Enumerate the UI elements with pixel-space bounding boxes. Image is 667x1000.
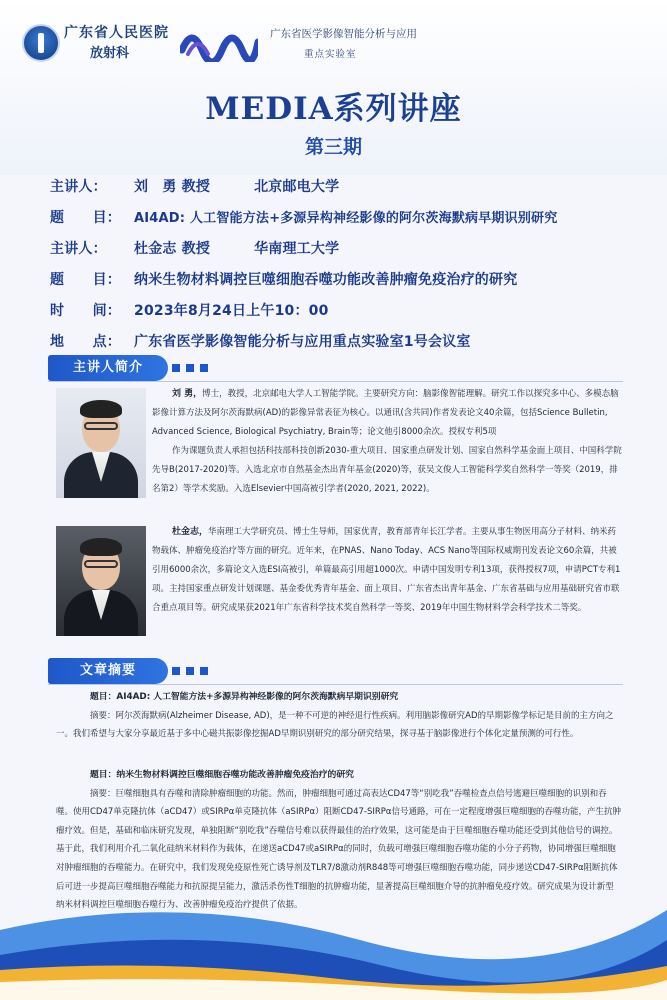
- info-row-time: [50, 296, 650, 327]
- info-label: 主讲人：: [50, 179, 107, 195]
- abstract-1: [56, 688, 622, 744]
- hospital-name: 广东省人民医院: [64, 25, 169, 41]
- info-label: 地 点：: [50, 334, 121, 350]
- speaker-photo-liu: [56, 388, 146, 498]
- lab-subtitle: 重点实验室: [304, 49, 357, 60]
- info-affiliation: 北京邮电大学: [254, 179, 340, 195]
- abstract-title: 题目：纳米生物材料调控巨噬细胞吞噬功能改善肿瘤免疫治疗的研究: [90, 770, 354, 780]
- info-label: 题 目：: [50, 272, 121, 288]
- info-label: 题 目：: [50, 210, 121, 226]
- speaker-bio-liu: [152, 385, 622, 499]
- speaker-bio-du: [152, 523, 622, 618]
- photo-glasses: [84, 560, 118, 568]
- footer-wave-decoration: [0, 870, 667, 1000]
- photo-hair: [80, 538, 122, 556]
- header: [14, 18, 653, 66]
- lecture-info: [50, 172, 650, 358]
- info-label: 主讲人：: [50, 241, 107, 257]
- lab-name: 广东省医学影像智能分析与应用: [270, 28, 417, 40]
- abstract-section-heading: 文章摘要: [48, 658, 168, 684]
- info-row-speaker-1: [50, 172, 650, 203]
- info-value: 广东省医学影像智能分析与应用重点实验室1号会议室: [134, 334, 471, 350]
- info-row-topic-1: [50, 203, 650, 234]
- info-affiliation: 华南理工大学: [254, 241, 340, 257]
- photo-hair: [80, 400, 122, 418]
- page-title: MEDIA系列讲座: [205, 91, 462, 127]
- info-value: AI4AD: 人工智能方法+多源异构神经影像的阿尔茨海默病早期识别研究: [134, 211, 558, 226]
- info-value: 刘 勇 教授: [134, 179, 211, 195]
- bio-text-2: 作为课题负责人承担包括科技部科技创新2030-重大项目、国家重点研发计划、国家自然科学基金面上项目、中国科学院先导B(2017-2020)等。入选北京市自然基金杰出青年基金(2020)等，获吴文俊人工智能科学奖自然科学一等奖（2019，排名第2）等学术奖励。入选Elsevier中国高被引学者(2020, 2021, 2022)。: [152, 446, 622, 494]
- speaker-photo-du: [56, 526, 146, 636]
- hospital-dept: 放射科: [90, 46, 130, 61]
- abstract-body: 摘要：巨噬细胞具有吞噬和清除肿瘤细胞的功能。然而，肿瘤细胞可通过高表达CD47等“别吃我”吞噬检查点信号逃避巨噬细胞的识别和吞噬。使用CD47单克隆抗体（aCD47）或SIRPα单克隆抗体（aSIRPα）阻断CD47-SIRPα信号通路，可在一定程度增强巨噬细胞的吞噬功能，产生抗肿瘤疗效。但是，基础和临床研究发现，单独阻断“别吃我”吞噬信号难以获得最佳的治疗效果，这可能是由于巨噬细胞吞噬功能还受到其他信号的调控。基于此，我们利用介孔二氧化硅纳米材料作为载体，在递送aCD47或aSIRPα的同时，负载可增强巨噬细胞吞噬功能的小分子药物，协同增强巨噬细胞对肿瘤细胞的吞噬能力。在研究中，我们发现免疫原性死亡诱导剂及TLR7/8激动剂R848等可增强巨噬细胞吞噬功能，同步递送CD47-SIRPα阻断抗体后可进一步提高巨噬细胞吞噬能力和抗原提呈能力，激活杀伤性T细胞的抗肿瘤功能，显著提高巨噬细胞介导的抗肿瘤免疫疗效。研究成果为设计新型纳米材料调控巨噬细胞吞噬行为、改善肿瘤免疫治疗提供了依据。: [56, 788, 621, 911]
- photo-glasses: [84, 422, 118, 430]
- info-row-topic-2: [50, 265, 650, 296]
- info-row-location: [50, 327, 650, 358]
- info-value: 2023年8月24日上午10：00: [134, 303, 329, 319]
- info-value: 纳米生物材料调控巨噬细胞吞噬功能改善肿瘤免疫治疗的研究: [134, 272, 518, 288]
- lab-logo-icon: [180, 20, 258, 62]
- info-label: 时 间：: [50, 303, 121, 319]
- bio-text: 华南理工大学研究员、博士生导师，国家优青，教育部青年长江学者。主要从事生物医用高分子材料、纳米药物载体、肿瘤免疫治疗等方面的研究。近年来，在PNAS、Nano Today、ACS Nano等国际权威期刊发表论文60余篇，共被引用6000余次，多篇论文入选ESI高被引，单篇最高引用超1000次。申请中国发明专利13项，获得授权7项，申请PCT专利1项。主持国家重点研发计划课题、基金委优秀青年基金、面上项目、广东省杰出青年基金、广东省基础与应用基础研究省市联合重点项目等。研究成果获2021年广东省科学技术奖自然科学一等奖、2019年中国生物材料学会科学技术二等奖。: [152, 527, 621, 613]
- abstract-body: 摘要：阿尔茨海默病(Alzheimer Disease, AD)，是一种不可逆的神经退行性疾病。利用脑影像研究AD的早期影像学标记是目前的主方向之一。我们希望与大家分享最近基于多中心磁共振影像挖掘AD早期识别研究的部分研究结果，探寻基于脑影像进行个体化定量预测的可行性。: [56, 710, 614, 740]
- info-row-speaker-2: [50, 234, 650, 265]
- abstract-title: 题目：AI4AD: 人工智能方法+多源异构神经影像的阿尔茨海默病早期识别研究: [90, 692, 399, 702]
- speaker-name: 刘 勇，: [172, 389, 203, 399]
- speakers-section-heading: 主讲人简介: [48, 355, 168, 381]
- divider: [48, 684, 623, 685]
- speaker-name: 杜金志，: [172, 527, 209, 537]
- info-value: 杜金志 教授: [134, 241, 211, 257]
- divider: [48, 381, 623, 382]
- hospital-logo-icon: [22, 24, 60, 62]
- issue-number: 第三期: [304, 136, 362, 158]
- bio-text: 博士，教授，北京邮电大学人工智能学院。主要研究方向：脑影像智能理解。研究工作以探究多中心、多模态脑影像计算方法及阿尔茨海默病(AD)的影像异常表征为核心。以通讯(含共同)作者发表论文40余篇，包括Science Bulletin, Advanced Science, Biological Psychiatry, Brain等；论文他引8000余次。授权专利5项: [152, 389, 619, 437]
